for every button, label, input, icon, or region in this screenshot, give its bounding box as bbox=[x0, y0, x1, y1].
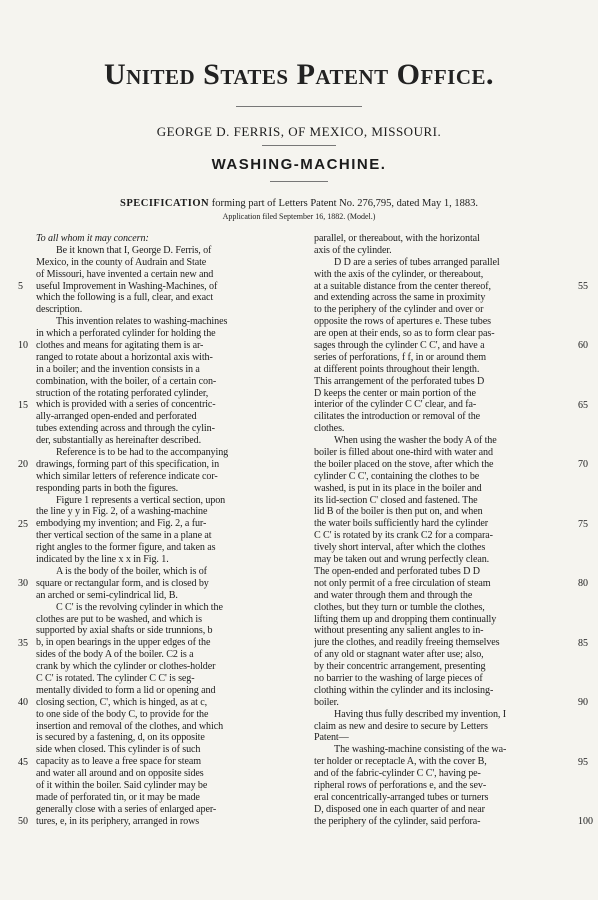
text-line: without presenting any salient angles to in- bbox=[314, 625, 484, 637]
text-line: and extending across the same in proximity bbox=[314, 292, 486, 304]
line-number: 25 bbox=[18, 518, 28, 530]
text-line: sages through the cylinder C C', and have a bbox=[314, 340, 485, 352]
left-text-column bbox=[36, 233, 308, 828]
text-line: supported by axial shafts or side trunnions, b bbox=[36, 625, 213, 637]
text-line: square or rectangular form, and is closed by bbox=[36, 577, 209, 589]
text-line: no barrier to the washing of large pieces of bbox=[314, 672, 483, 684]
text-line: at different points throughout their length. bbox=[314, 363, 480, 375]
text-line: lid B of the boiler is then put on, and when bbox=[314, 506, 483, 518]
text-line: washed, is put in its place in the boiler and bbox=[314, 482, 482, 494]
text-line: and water through them and through the bbox=[314, 589, 473, 601]
text-line: boiler. bbox=[314, 696, 339, 708]
text-line: crank by which the cylinder or clothes-holder bbox=[36, 661, 216, 673]
text-line: lifting them up and dropping them continually bbox=[314, 613, 497, 625]
line-number: 75 bbox=[578, 518, 588, 530]
text-line: insertion and removal of the clothes, and which bbox=[36, 720, 224, 732]
text-line: cilitates the introduction or removal of the bbox=[314, 411, 481, 423]
text-line: made of perforated tin, or it may be made bbox=[36, 791, 200, 803]
text-line: This invention relates to washing-machines bbox=[56, 316, 228, 328]
text-line: indicated by the line x x in Fig. 1. bbox=[36, 554, 169, 566]
text-line: ripheral rows of perforations e, and the sev- bbox=[314, 779, 487, 791]
text-line: ter holder or receptacle A, with the cover B, bbox=[314, 756, 487, 768]
line-number: 20 bbox=[18, 459, 28, 471]
text-line: b, in open bearings in the upper edges of the bbox=[36, 637, 211, 649]
text-line: C C' is rotated by its crank C2 for a compara- bbox=[314, 530, 493, 542]
text-line: axis of the cylinder. bbox=[314, 244, 392, 256]
line-number: 60 bbox=[578, 340, 588, 352]
text-line: tures, e, in its periphery, arranged in rows bbox=[36, 815, 200, 827]
text-line: description. bbox=[36, 304, 83, 316]
line-number: 5 bbox=[18, 280, 23, 292]
line-number: 35 bbox=[18, 637, 28, 649]
line-number: 40 bbox=[18, 697, 28, 709]
text-line: with the axis of the cylinder, or thereabout, bbox=[314, 268, 484, 280]
line-number: 50 bbox=[18, 816, 28, 828]
line-number: 65 bbox=[578, 399, 588, 411]
text-line: side when closed. This cylinder is of such bbox=[36, 744, 201, 756]
text-line: which the following is a full, clear, and exact bbox=[36, 292, 214, 304]
text-line: boiler is filled about one-third with water and bbox=[314, 447, 493, 459]
text-line: the periphery of the cylinder, said perfora- bbox=[314, 815, 481, 827]
text-line: Having thus fully described my invention, I bbox=[334, 708, 507, 720]
text-line: Mexico, in the county of Audrain and State bbox=[36, 256, 207, 268]
specification-line bbox=[0, 198, 598, 209]
text-line: the water boils sufficiently hard the cylinder bbox=[314, 518, 489, 530]
line-number: 95 bbox=[578, 756, 588, 768]
text-line: To all whom it may concern: bbox=[36, 233, 149, 244]
text-line: closing section, C', which is hinged, as at c, bbox=[36, 696, 208, 708]
text-line: D D are a series of tubes arranged parallel bbox=[334, 256, 500, 268]
text-line: and of the fabric-cylinder C C', having pe- bbox=[314, 768, 481, 780]
inventor-line: GEORGE D. FERRIS, OF MEXICO, MISSOURI. bbox=[156, 124, 442, 139]
text-line: A is the body of the boiler, which is of bbox=[56, 565, 207, 577]
text-line: eral concentrically-arranged tubes or turners bbox=[314, 791, 489, 803]
line-number: 15 bbox=[18, 399, 28, 411]
specification-text: forming part of Letters Patent No. 276,795, dated May 1, 1883. bbox=[211, 198, 479, 209]
text-line: and water all around and on opposite sides bbox=[36, 768, 204, 780]
text-line: claim as new and desire to secure by Letters bbox=[314, 720, 488, 732]
line-number: 100 bbox=[578, 816, 593, 828]
text-line: The open-ended and perforated tubes D D bbox=[314, 565, 480, 577]
line-number: 10 bbox=[18, 340, 28, 352]
text-line: the boiler placed on the stove, after which the bbox=[314, 458, 494, 470]
text-line: interior of the cylinder C C' clear, and fa- bbox=[314, 399, 477, 411]
text-line: may be taken out and wrung perfectly clean. bbox=[314, 554, 490, 566]
text-line: ther vertical section of the same in a plane at bbox=[36, 530, 212, 542]
text-line: drawings, forming part of this specification, in bbox=[36, 458, 220, 470]
text-line: This arrangement of the perforated tubes D bbox=[314, 375, 485, 387]
text-line: C C' is the revolving cylinder in which the bbox=[56, 601, 223, 613]
text-line: of it within the boiler. Said cylinder may be bbox=[36, 779, 208, 791]
text-line: generally close with a series of enlarged aper- bbox=[36, 803, 217, 815]
text-line: D keeps the center or main portion of the bbox=[314, 387, 476, 399]
text-line: clothes are put to be washed, and which is bbox=[36, 613, 202, 625]
text-line: in a boiler; and the invention consists in a bbox=[36, 363, 200, 375]
text-line: tubes extending across and through the cylin- bbox=[36, 423, 215, 435]
text-line: Reference is to be had to the accompanying bbox=[56, 447, 229, 459]
text-line: ally-arranged open-ended and perforated bbox=[36, 411, 197, 423]
text-line: clothing within the cylinder and its inclosing- bbox=[314, 684, 494, 696]
text-line: are open at their ends, so as to form clear pas- bbox=[314, 328, 495, 340]
patent-office-heading: United States Patent Office. bbox=[103, 58, 495, 91]
application-filed-line: Application filed September 16, 1882. (Model.) bbox=[222, 212, 376, 221]
title-divider bbox=[270, 181, 328, 182]
text-line: clothes and means for agitating them is ar- bbox=[36, 340, 204, 352]
line-number: 55 bbox=[578, 280, 588, 292]
text-line: When using the washer the body A of the bbox=[334, 435, 497, 447]
text-line: struction of the rotating perforated cylinder, bbox=[36, 387, 209, 399]
text-line: is secured by a fastening, d, on its opposite bbox=[36, 732, 205, 744]
text-line: sides of the body A of the boiler. C2 is a bbox=[36, 649, 194, 661]
text-line: tively short interval, after which the clothes bbox=[314, 542, 486, 554]
text-line: in which a perforated cylinder for holding the bbox=[36, 328, 216, 340]
line-number: 85 bbox=[578, 637, 588, 649]
text-line: ranged to rotate about a horizontal axis with- bbox=[36, 351, 213, 363]
line-number: 70 bbox=[578, 459, 588, 471]
text-line: embodying my invention; and Fig. 2, a fur- bbox=[36, 518, 207, 530]
text-line: an arched or semi-cylindrical lid, B. bbox=[36, 589, 178, 601]
text-line: der, substantially as hereinafter described. bbox=[36, 435, 202, 447]
line-number: 80 bbox=[578, 578, 588, 590]
text-line: opposite the rows of apertures e. These tubes bbox=[314, 316, 491, 328]
text-line: clothes, but they turn or tumble the clothes, bbox=[314, 601, 485, 613]
heading-divider bbox=[236, 106, 362, 107]
text-line: cylinder C C', containing the clothes to be bbox=[314, 470, 480, 482]
text-line: its lid-section C' closed and fastened. The bbox=[314, 494, 478, 506]
text-line: of Missouri, have invented a certain new and bbox=[36, 268, 214, 280]
text-line: clothes. bbox=[314, 423, 345, 435]
text-line: the line y y in Fig. 2, of a washing-machine bbox=[36, 506, 208, 518]
text-line: parallel, or thereabout, with the horizontal bbox=[314, 233, 480, 244]
right-text-column bbox=[314, 233, 572, 828]
text-line: D, disposed one in each quarter of and near bbox=[314, 803, 485, 815]
text-line: Figure 1 represents a vertical section, upon bbox=[56, 494, 226, 506]
text-line: jure the clothes, and readily freeing themselves bbox=[314, 637, 500, 649]
text-line: mentally divided to form a lid or opening and bbox=[36, 684, 216, 696]
text-line: C C' is rotated. The cylinder C C' is seg- bbox=[36, 672, 195, 684]
text-line: of any old or stagnant water after use; also, bbox=[314, 649, 484, 661]
text-line: useful Improvement in Washing-Machines, of bbox=[36, 280, 218, 292]
line-number: 90 bbox=[578, 697, 588, 709]
text-line: to one side of the body C, to provide for the bbox=[36, 708, 209, 720]
text-line: by their concentric arrangement, presenting bbox=[314, 661, 486, 673]
invention-title: WASHING-MACHINE. bbox=[211, 156, 387, 173]
specification-label: SPECIFICATION bbox=[119, 198, 210, 209]
text-line: capacity as to leave a free space for steam bbox=[36, 756, 201, 768]
text-line: Patent— bbox=[314, 732, 349, 744]
line-number: 30 bbox=[18, 578, 28, 590]
text-line: Be it known that I, George D. Ferris, of bbox=[56, 244, 212, 256]
text-line: to the periphery of the cylinder and over or bbox=[314, 304, 484, 316]
text-line: responding parts in both the figures. bbox=[36, 482, 179, 494]
text-line: which similar letters of reference indicate cor- bbox=[36, 470, 218, 482]
text-line: combination, with the boiler, of a certain con- bbox=[36, 375, 217, 387]
text-line: not only permit of a free circulation of steam bbox=[314, 577, 491, 589]
text-line: series of perforations, f f, in or around them bbox=[314, 351, 486, 363]
line-number: 45 bbox=[18, 756, 28, 768]
text-line: right angles to the former figure, and taken as bbox=[36, 542, 216, 554]
text-line: The washing-machine consisting of the wa- bbox=[334, 744, 507, 756]
text-line: which is provided with a series of concentric- bbox=[36, 399, 216, 411]
text-line: at a suitable distance from the center thereof, bbox=[314, 280, 491, 292]
inventor-divider bbox=[262, 145, 336, 146]
